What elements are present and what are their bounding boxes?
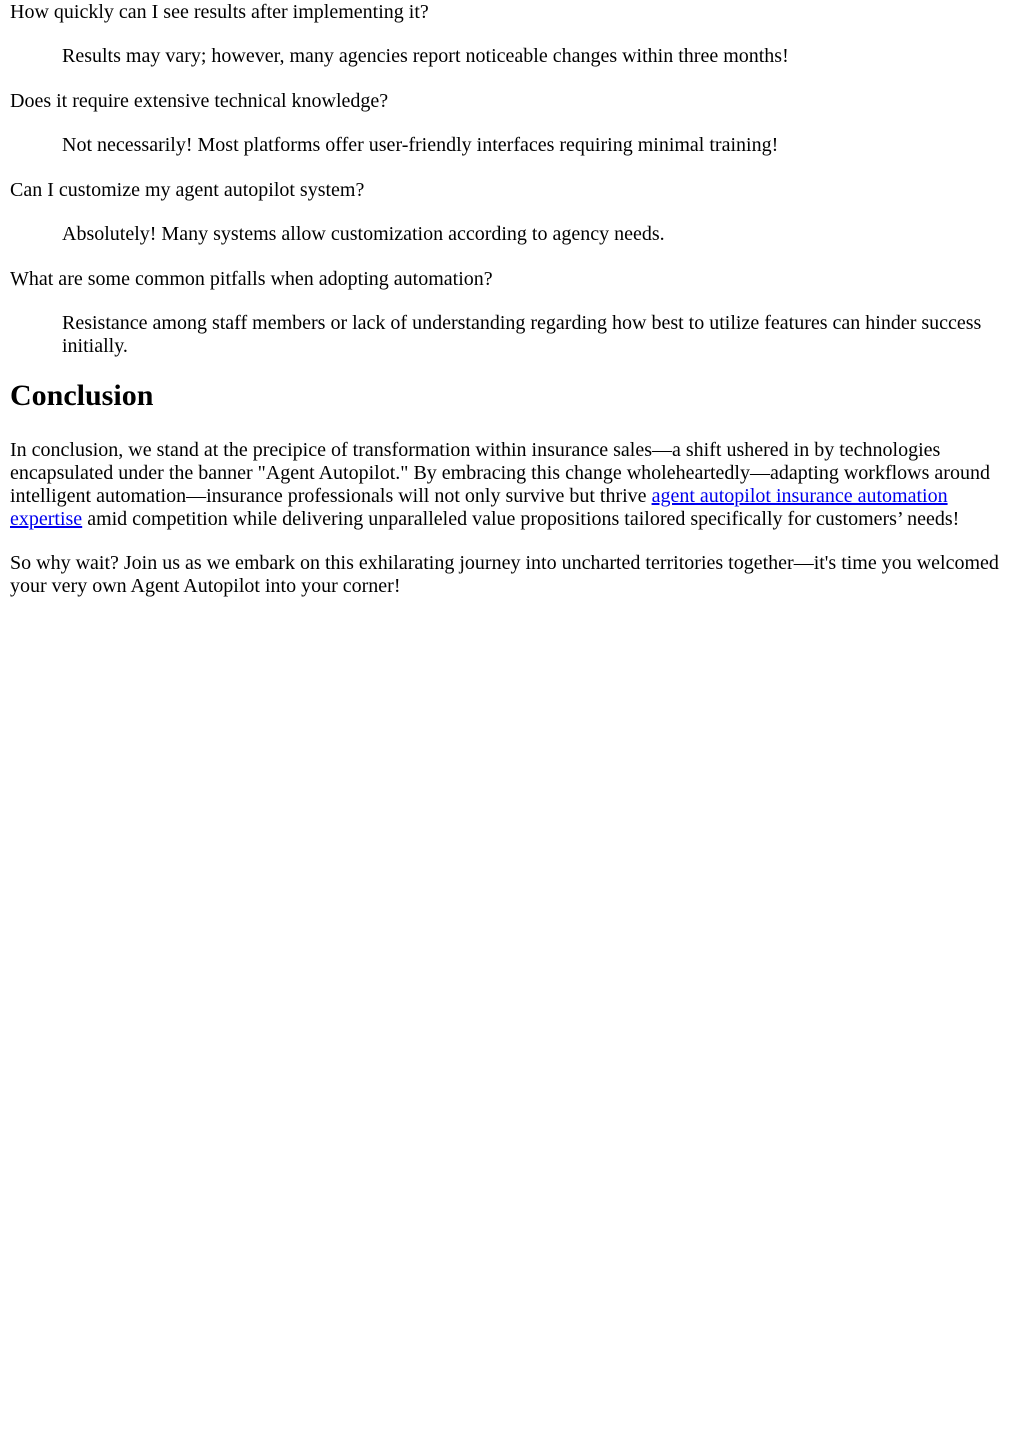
paragraph-text: amid competition while delivering unparalleled value propositions tailored specifically for customers’ needs!: [82, 508, 960, 530]
paragraph-text: In conclusion, we stand at the precipice of transformation within insurance sales—a shift ushered in by technologies encapsulated under the banner "Agent Autopilot." By embracing this change wholeheartedly—adapting workflows around intelligent automation—insurance professionals will not only survive but thrive: [10, 439, 990, 507]
faq-answer: Not necessarily! Most platforms offer user-friendly interfaces requiring minimal training!: [62, 134, 779, 156]
faq-answer: Resistance among staff members or lack of understanding regarding how best to utilize features can hinder success initially.: [62, 312, 982, 357]
faq-list: [10, 0, 1014, 358]
faq-question: Does it require extensive technical knowledge?: [10, 90, 389, 112]
faq-answer: Results may vary; however, many agencies report noticeable changes within three months!: [62, 45, 789, 67]
faq-question: Can I customize my agent autopilot system?: [10, 179, 365, 201]
conclusion-heading: Conclusion: [10, 379, 154, 412]
agent-autopilot-link[interactable]: agent autopilot insurance automation expertise: [10, 485, 948, 530]
conclusion-paragraph: [10, 439, 1014, 531]
closing-paragraph: So why wait? Join us as we embark on this exhilarating journey into uncharted territories together—it's time you welcomed your very own Agent Autopilot into your corner!: [10, 552, 999, 597]
faq-question: What are some common pitfalls when adopting automation?: [10, 268, 493, 290]
document-page: [0, 0, 1014, 598]
faq-answer: Absolutely! Many systems allow customization according to agency needs.: [62, 223, 665, 245]
faq-question: How quickly can I see results after implementing it?: [10, 1, 429, 23]
